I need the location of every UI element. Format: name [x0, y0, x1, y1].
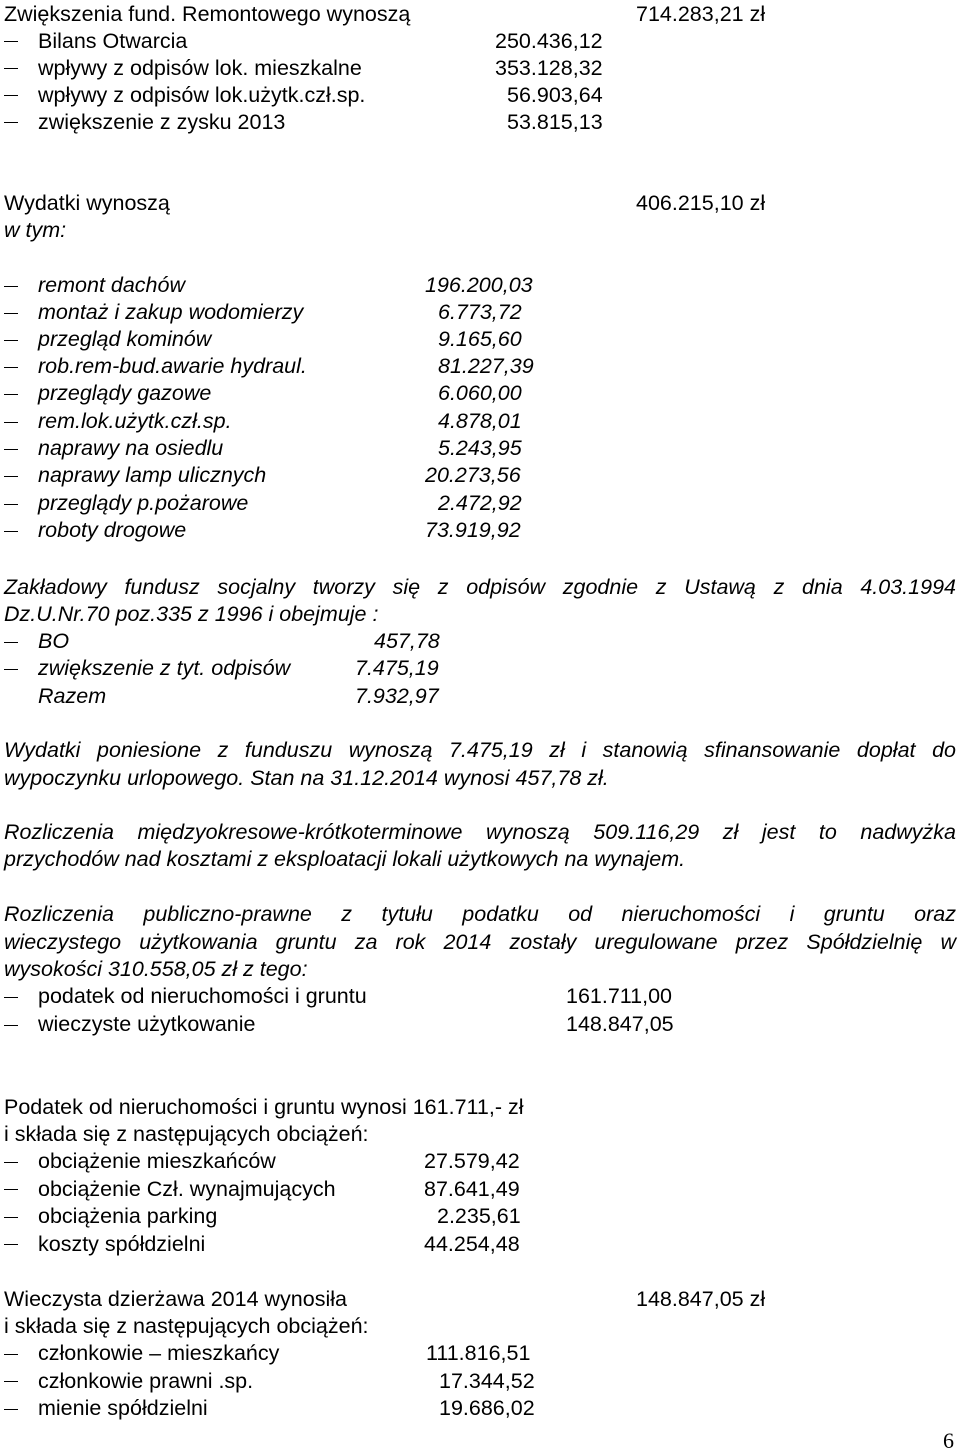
list-dash — [4, 504, 18, 505]
list-item-value: 56.903,64 — [507, 83, 603, 107]
list-dash — [4, 95, 18, 96]
list-dash — [4, 41, 18, 42]
social-total-value: 7.932,97 — [355, 684, 439, 708]
list-item-label: rem.lok.użytk.czł.sp. — [38, 409, 232, 433]
list-dash — [4, 122, 18, 123]
list-item-value: 161.711,00 — [566, 984, 673, 1008]
list-item-label: członkowie prawni .sp. — [38, 1369, 254, 1393]
list-dash — [4, 1189, 18, 1190]
list-dash — [4, 669, 18, 670]
list-item-label: wpływy z odpisów lok. mieszkalne — [38, 56, 362, 80]
list-item-value: 53.815,13 — [507, 110, 603, 134]
list-item-label: roboty drogowe — [38, 518, 187, 542]
list-item-value: 20.273,56 — [425, 463, 521, 487]
list-item-label: rob.rem-bud.awarie hydraul. — [38, 354, 307, 378]
list-item-value: 19.686,02 — [439, 1396, 535, 1420]
list-dash — [4, 1244, 18, 1245]
list-item-label: wpływy z odpisów lok.użytk.czł.sp. — [38, 83, 366, 107]
list-dash — [4, 313, 18, 314]
list-item-label: podatek od nieruchomości i gruntu — [38, 984, 367, 1008]
list-item-label: przegląd kominów — [38, 327, 212, 351]
list-item-label: przeglądy gazowe — [38, 381, 212, 405]
public-law-line: wysokości 310.558,05 zł z tego: — [4, 957, 308, 981]
list-item-label: BO — [38, 629, 70, 653]
expenses-subtitle: w tym: — [4, 218, 67, 242]
list-dash — [4, 1381, 18, 1382]
lease-total: 148.847,05 zł — [636, 1287, 766, 1311]
fund-title: Zwiększenia fund. Remontowego wynoszą — [4, 2, 411, 26]
list-item-value: 457,78 — [374, 629, 440, 653]
public-law-line: wieczystego użytkowania gruntu za rok 2014 zostały uregulowane przez Spółdzielnię w — [4, 930, 956, 954]
list-item-value: 9.165,60 — [438, 327, 522, 351]
list-dash — [4, 422, 18, 423]
list-dash — [4, 642, 18, 643]
list-item-label: mienie spółdzielni — [38, 1396, 208, 1420]
list-item-value: 5.243,95 — [438, 436, 522, 460]
list-item-value: 81.227,39 — [438, 354, 534, 378]
list-item-value: 6.773,72 — [438, 300, 522, 324]
list-dash — [4, 476, 18, 477]
social-paragraph-line: Dz.U.Nr.70 poz.335 z 1996 i obejmuje : — [4, 602, 379, 626]
list-item-label: obciążenie mieszkańców — [38, 1149, 276, 1173]
list-dash — [4, 1409, 18, 1410]
list-item-label: członkowie – mieszkańcy — [38, 1341, 280, 1365]
list-item-value: 148.847,05 — [566, 1012, 674, 1036]
list-dash — [4, 997, 18, 998]
list-item-label: zwiększenie z zysku 2013 — [38, 110, 286, 134]
list-item-value: 6.060,00 — [438, 381, 522, 405]
social-expenses-line: wypoczynku urlopowego. Stan na 31.12.2014 wynosi 457,78 zł. — [4, 766, 609, 790]
fund-total: 714.283,21 zł — [636, 2, 766, 26]
list-item-value: 27.579,42 — [424, 1149, 520, 1173]
list-item-value: 44.254,48 — [424, 1232, 520, 1256]
accruals-line: Rozliczenia międzyokresowe-krótkoterminowe wynoszą 509.116,29 zł jest to nadwyżka — [4, 820, 956, 844]
list-dash — [4, 68, 18, 69]
list-dash — [4, 367, 18, 368]
list-item-value: 353.128,32 — [495, 56, 603, 80]
list-item-value: 111.816,51 — [426, 1341, 531, 1365]
social-expenses-line: Wydatki poniesione z funduszu wynoszą 7.475,19 zł i stanowią sfinansowanie dopłat do — [4, 738, 956, 762]
list-dash — [4, 1217, 18, 1218]
list-item-value: 4.878,01 — [438, 409, 522, 433]
list-dash — [4, 531, 18, 532]
public-law-line: Rozliczenia publiczno-prawne z tytułu podatku od nieruchomości i gruntu oraz — [4, 902, 956, 926]
list-dash — [4, 1162, 18, 1163]
page-number: 6 — [943, 1428, 954, 1453]
list-dash — [4, 449, 18, 450]
list-item-value: 196.200,03 — [425, 273, 533, 297]
list-item-value: 87.641,49 — [424, 1177, 520, 1201]
list-item-label: montaż i zakup wodomierzy — [38, 300, 304, 324]
list-item-label: remont dachów — [38, 273, 185, 297]
list-dash — [4, 286, 18, 287]
list-item-label: wieczyste użytkowanie — [38, 1012, 256, 1036]
accruals-line: przychodów nad kosztami z eksploatacji lokali użytkowych na wynajem. — [4, 847, 686, 871]
list-item-value: 7.475,19 — [355, 656, 439, 680]
list-item-value: 2.472,92 — [438, 491, 522, 515]
lease-title: Wieczysta dzierżawa 2014 wynosiła — [4, 1287, 347, 1311]
list-dash — [4, 394, 18, 395]
list-item-label: naprawy na osiedlu — [38, 436, 224, 460]
list-item-value: 2.235,61 — [437, 1204, 521, 1228]
lease-line: i składa się z następujących obciążeń: — [4, 1314, 369, 1338]
social-total-label: Razem — [38, 684, 107, 708]
list-item-label: obciążenie Czł. wynajmujących — [38, 1177, 336, 1201]
list-item-label: koszty spółdzielni — [38, 1232, 206, 1256]
property-tax-line: i składa się z następujących obciążeń: — [4, 1122, 369, 1146]
list-item-label: zwiększenie z tyt. odpisów — [38, 656, 291, 680]
expenses-title: Wydatki wynoszą — [4, 191, 170, 215]
social-paragraph-line: Zakładowy fundusz socjalny tworzy się z odpisów zgodnie z Ustawą z dnia 4.03.1994 — [4, 575, 956, 599]
expenses-total: 406.215,10 zł — [636, 191, 766, 215]
property-tax-line: Podatek od nieruchomości i gruntu wynosi 161.711,- zł — [4, 1095, 524, 1119]
list-item-value: 17.344,52 — [439, 1369, 535, 1393]
list-item-label: Bilans Otwarcia — [38, 29, 188, 53]
list-dash — [4, 1025, 18, 1026]
list-dash — [4, 340, 18, 341]
list-item-label: naprawy lamp ulicznych — [38, 463, 267, 487]
list-dash — [4, 1354, 18, 1355]
list-item-value: 73.919,92 — [425, 518, 521, 542]
list-item-label: przeglądy p.pożarowe — [38, 491, 249, 515]
list-item-label: obciążenia parking — [38, 1204, 218, 1228]
list-item-value: 250.436,12 — [495, 29, 603, 53]
